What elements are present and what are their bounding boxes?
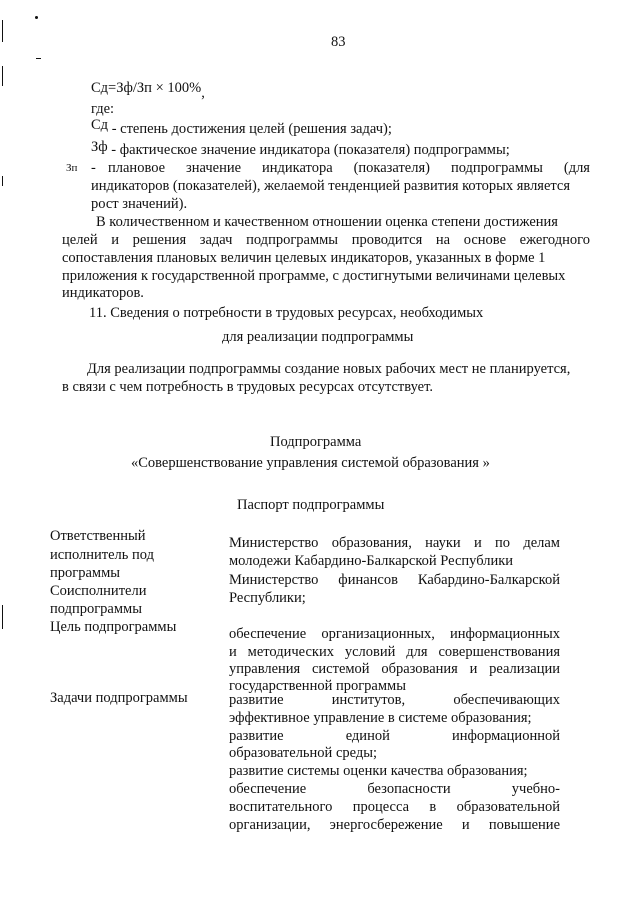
task1-line1 bbox=[229, 692, 560, 709]
goal-line: и методических условий для совершенствования bbox=[229, 644, 560, 660]
formula bbox=[91, 80, 205, 101]
section-body-line2: в связи с чем потребность в трудовых ресурсах отсутствует. bbox=[62, 379, 433, 395]
para1-line5: индикаторов. bbox=[62, 285, 144, 301]
word: (для bbox=[563, 160, 590, 176]
word: и bbox=[111, 232, 120, 248]
word: информационной bbox=[451, 728, 560, 744]
task2-line2: образовательной среды; bbox=[229, 745, 378, 761]
page-number: 83 bbox=[331, 34, 346, 50]
word: задач bbox=[199, 232, 233, 248]
task4-line2: воспитательного процесса в образовательной bbox=[229, 799, 560, 815]
word: развитие bbox=[229, 692, 284, 708]
formula-where: где: bbox=[91, 101, 115, 117]
def-text: - фактическое значение индикатора (показателя) подпрограммы; bbox=[111, 142, 510, 158]
passport-label: исполнитель под bbox=[50, 547, 154, 563]
word: институтов, bbox=[331, 692, 406, 708]
scan-edge-mark bbox=[2, 176, 3, 186]
goal-line: управления системой образования и реализации bbox=[229, 661, 560, 677]
word: обеспечение bbox=[229, 781, 307, 797]
scan-edge-mark bbox=[2, 66, 3, 86]
goal-line: обеспечение организационных, информационных bbox=[229, 626, 560, 642]
word: ежегодного bbox=[519, 232, 590, 248]
word: индикатора bbox=[262, 160, 333, 176]
word: плановое bbox=[108, 160, 166, 176]
para1-line1: В количественном и качественном отношении оценка степени достижения bbox=[96, 214, 558, 230]
word: значение bbox=[186, 160, 242, 176]
task4-line1 bbox=[229, 781, 560, 798]
coexec-line2: Республики; bbox=[229, 590, 306, 606]
scan-dot bbox=[35, 16, 38, 19]
def-zp-symbol bbox=[66, 159, 77, 177]
word: решения bbox=[132, 232, 187, 248]
resp-line2: молодежи Кабардино-Балкарской Республики bbox=[229, 553, 514, 569]
word: основе bbox=[463, 232, 507, 248]
def-zp-line3: рост значений). bbox=[91, 196, 188, 212]
formula-comma: , bbox=[201, 85, 205, 101]
para1-line3: сопоставления плановых величин целевых индикаторов, указанных в форме 1 bbox=[62, 250, 546, 266]
task1-line2: эффективное управление в системе образования; bbox=[229, 710, 532, 726]
task3-line: развитие системы оценки качества образования; bbox=[229, 763, 528, 779]
subprogram-name: «Совершенствование управления системой образования » bbox=[131, 455, 490, 471]
word: целей bbox=[62, 232, 98, 248]
section-body-line1: Для реализации подпрограммы создание новых рабочих мест не планируется, bbox=[87, 361, 571, 377]
word: безопасности bbox=[367, 781, 451, 797]
def-zp-dash: - bbox=[91, 160, 96, 176]
task2-line1 bbox=[229, 728, 560, 745]
def-zf bbox=[91, 139, 510, 159]
para1-line2 bbox=[62, 232, 590, 249]
word: единой bbox=[345, 728, 390, 744]
section-title-line1: 11. Сведения о потребности в трудовых ресурсах, необходимых bbox=[89, 305, 484, 321]
passport-label: Задачи подпрограммы bbox=[50, 690, 188, 706]
resp-line1: Министерство образования, науки и по делам bbox=[229, 535, 560, 551]
passport-title: Паспорт подпрограммы bbox=[237, 497, 385, 513]
def-symbol: Зф bbox=[91, 139, 108, 155]
passport-label: программы bbox=[50, 565, 120, 581]
def-symbol: Зп bbox=[66, 162, 78, 174]
para1-line4: приложения к государственной программе, с достигнутыми величинами целевых bbox=[62, 268, 566, 284]
scan-dash bbox=[36, 58, 41, 59]
passport-label: Ответственный bbox=[50, 528, 146, 544]
word: подпрограммы bbox=[246, 232, 339, 248]
word: проводится bbox=[351, 232, 423, 248]
def-zp-line1 bbox=[108, 160, 590, 177]
def-zp-line2: индикаторов (показателей), желаемой тенденцией развития которых является bbox=[91, 178, 571, 194]
passport-label: Соисполнители bbox=[50, 583, 147, 599]
passport-label: Цель подпрограммы bbox=[50, 619, 177, 635]
scan-edge-mark bbox=[2, 20, 3, 42]
word: на bbox=[435, 232, 451, 248]
scan-edge-mark bbox=[2, 605, 3, 629]
def-text: - степень достижения целей (решения задач); bbox=[111, 121, 392, 137]
word: подпрограммы bbox=[450, 160, 543, 176]
coexec-line1: Министерство финансов Кабардино-Балкарской bbox=[229, 572, 560, 588]
subprogram-label: Подпрограмма bbox=[270, 434, 362, 450]
word: (показателя) bbox=[353, 160, 430, 176]
task4-line3: организации, энергосбережение и повышение bbox=[229, 817, 560, 833]
def-sd bbox=[91, 117, 392, 138]
formula-main: Сд=Зф/Зп × 100% bbox=[91, 80, 202, 96]
word: развитие bbox=[229, 728, 284, 744]
passport-label: подпрограммы bbox=[50, 601, 142, 617]
word: учебно- bbox=[511, 781, 560, 797]
word: обеспечивающих bbox=[453, 692, 560, 708]
goal-line: государственной программы bbox=[229, 678, 406, 694]
section-title-line2: для реализации подпрограммы bbox=[222, 329, 414, 345]
def-symbol: Сд bbox=[91, 117, 109, 133]
